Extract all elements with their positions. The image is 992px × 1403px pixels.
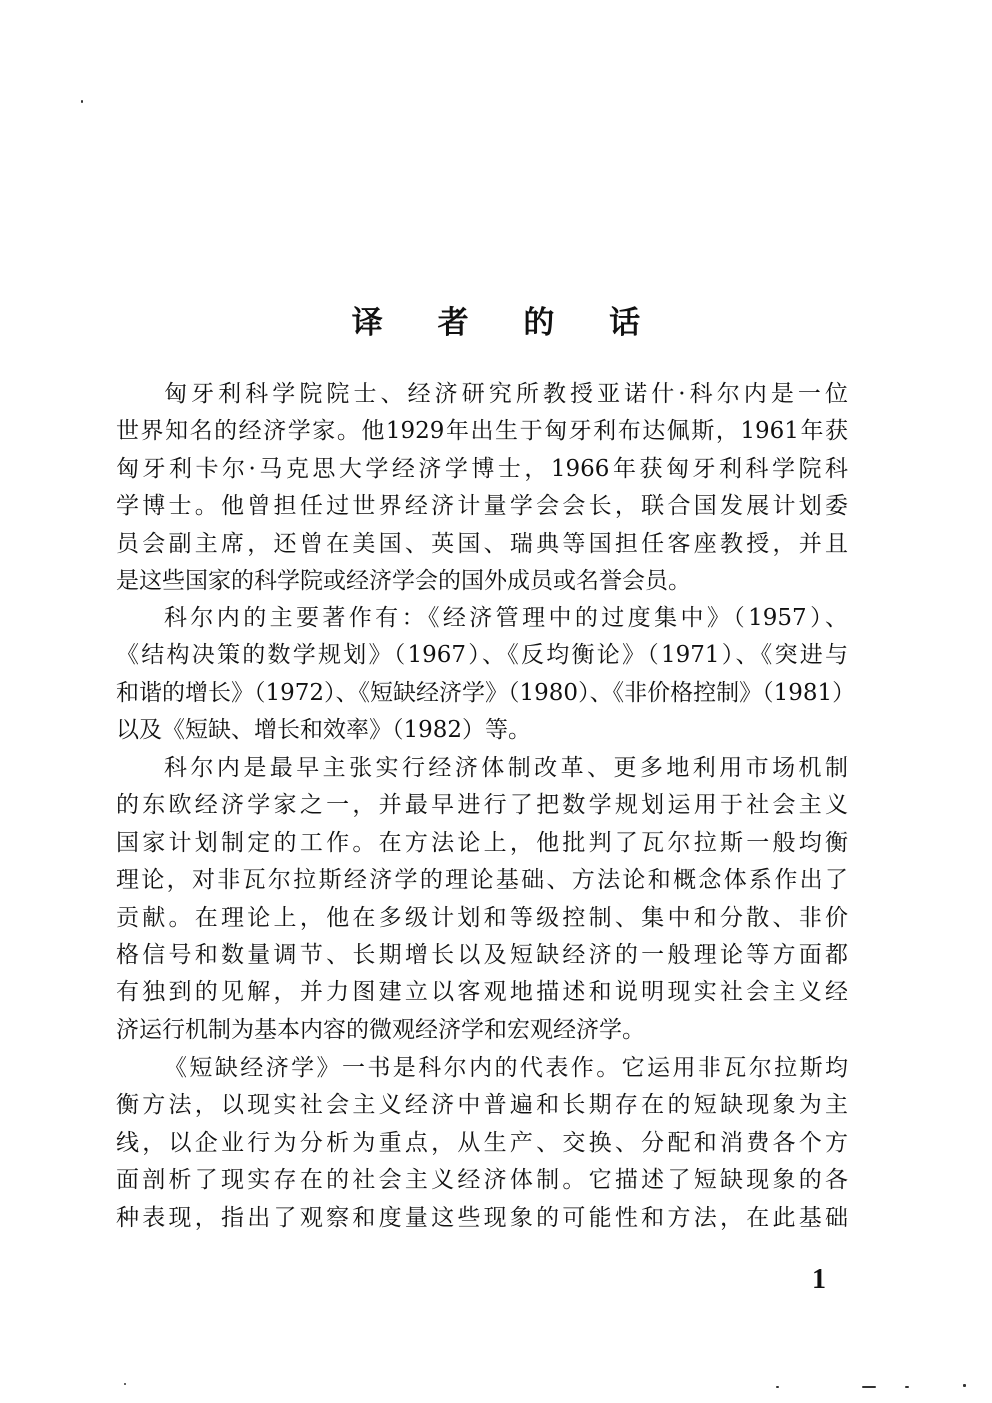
- text-line: 线，以企业行为分析为重点，从生产、交换、分配和消费各个方: [116, 1129, 848, 1156]
- text-line: 的东欧经济学家之一，并最早进行了把数学规划运用于社会主义: [116, 792, 848, 819]
- text-line: 衡方法，以现实社会主义经济中普遍和长期存在的短缺现象为主: [116, 1092, 848, 1119]
- text-line: 国家计划制定的工作。在方法论上，他批判了瓦尔拉斯一般均衡: [116, 829, 848, 856]
- text-line: 理论，对非瓦尔拉斯经济学的理论基础、方法论和概念体系作出了: [116, 867, 848, 894]
- paragraph-4: [116, 1050, 848, 1237]
- text-line: 有独到的见解，并力图建立以客观地描述和说明现实社会主义经: [116, 979, 848, 1006]
- text-line: 以及《短缺、增长和效率》（1982）等。: [116, 717, 532, 744]
- text-line: 面剖析了现实存在的社会主义经济体制。它描述了短缺现象的各: [116, 1167, 848, 1194]
- text-line: 科尔内是最早主张实行经济体制改革、更多地利用市场机制: [164, 755, 848, 781]
- scan-speck: [963, 1384, 966, 1387]
- text-line: 格信号和数量调节、长期增长以及短缺经济的一般理论等方面都: [116, 941, 848, 968]
- page-title: 译 者 的 话: [351, 304, 663, 341]
- text-line: 和谐的增长》（1972）、《短缺经济学》（1980）、《非价格控制》（1981）: [116, 679, 856, 706]
- text-line: 济运行机制为基本内容的微观经济学和宏观经济学。: [116, 1016, 645, 1043]
- paragraph-1: [116, 376, 848, 600]
- page-number: 1: [812, 1264, 826, 1295]
- paragraph-2: [116, 600, 856, 750]
- scan-speck: [776, 1386, 779, 1388]
- text-line: 匈牙利卡尔·马克思大学经济学博士，1966年获匈牙利科学院科: [116, 455, 848, 482]
- text-line: 《结构决策的数学规划》（1967）、《反均衡论》（1971）、《突进与: [116, 642, 848, 669]
- text-line: 世界知名的经济学家。他1929年出生于匈牙利布达佩斯，1961年获: [116, 418, 848, 445]
- text-line: 《短缺经济学》一书是科尔内的代表作。它运用非瓦尔拉斯均: [164, 1055, 848, 1081]
- text-line: 贡献。在理论上，他在多级计划和等级控制、集中和分散、非价: [116, 904, 848, 931]
- text-line: 是这些国家的科学院或经济学会的国外成员或名誉会员。: [116, 567, 691, 594]
- text-line: 员会副主席，还曾在美国、英国、瑞典等国担任客座教授，并且: [116, 530, 848, 557]
- text-line: 学博士。他曾担任过世界经济计量学会会长，联合国发展计划委: [116, 493, 848, 520]
- scan-speck: [862, 1386, 876, 1388]
- scan-speck: [124, 1383, 126, 1385]
- text-line: 匈牙利科学院院士、经济研究所教授亚诺什·科尔内是一位: [164, 381, 848, 407]
- paragraph-3: [116, 750, 848, 1049]
- text-line: 种表现，指出了观察和度量这些现象的可能性和方法，在此基础: [116, 1204, 848, 1231]
- text-line: 科尔内的主要著作有：《经济管理中的过度集中》（1957）、: [164, 605, 848, 631]
- scan-speck: [905, 1386, 909, 1388]
- scan-speck: [81, 100, 83, 103]
